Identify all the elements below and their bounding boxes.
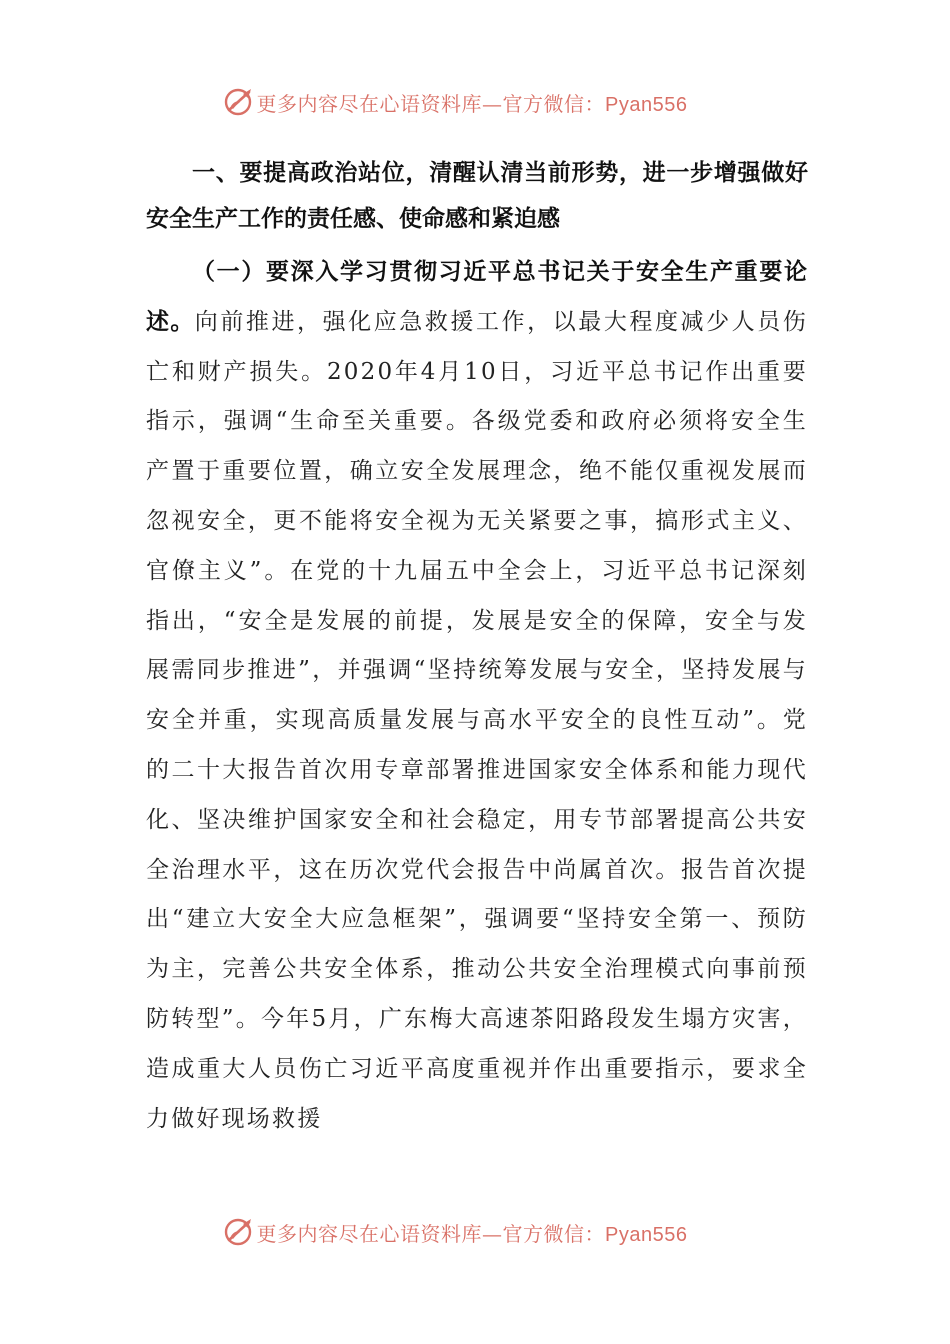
watermark-wechat-id: Pyan556 (605, 1223, 688, 1246)
footer-watermark (0, 1212, 950, 1252)
watermark-text: 更多内容尽在心语资料库—官方微信：Pyan556 (256, 1221, 688, 1246)
document-body (146, 150, 808, 1144)
paragraph-text: 向前推进，强化应急救援工作，以最大程度减少人员伤亡和财产损失。2020年4月10日，习近平总书记作出重要指示，强调“生命至关重要。各级党委和政府必须将安全生产置于重要位置，确立安全发展理念，绝不能仅重视发展而忽视安全，更不能将安全视为无关紧要之事，搞形式主义、官僚主义”。在党的十九届五中全会上，习近平总书记深刻指出，“安全是发展的前提，发展是安全的保障，安全与发展需同步推进”，并强调“坚持统筹发展与安全，坚持发展与安全并重，实现高质量发展与高水平安全的良性互动”。党的二十大报告首次用专章部署推进国家安全体系和能力现代化、坚决维护国家安全和社会稳定，用专节部署提高公共安全治理水平，这在历次党代会报告中尚属首次。报告首次提出“建立大安全大应急框架”，强调要“坚持安全第一、预防为主，完善公共安全体系，推动公共安全治理模式向事前预防转型”。今年5月，广东梅大高速茶阳路段发生塌方灾害，造成重大人员伤亡习近平高度重视并作出重要指示，要求全力做好现场救援 (146, 308, 809, 1132)
pen-logo-icon (223, 86, 255, 118)
paragraph-lead: （一）要深入学习贯彻习近平总书记关于安全生产重要论述。 (146, 259, 808, 335)
watermark-text: 更多内容尽在心语资料库—官方微信：Pyan556 (256, 91, 688, 116)
pen-logo-icon (223, 1216, 255, 1248)
watermark-wechat-id: Pyan556 (605, 93, 688, 116)
section-heading: 一、要提高政治站位，清醒认清当前形势，进一步增强做好安全生产工作的责任感、使命感和紧迫感 (146, 160, 808, 232)
body-paragraph (146, 248, 808, 1144)
header-watermark (0, 82, 950, 122)
